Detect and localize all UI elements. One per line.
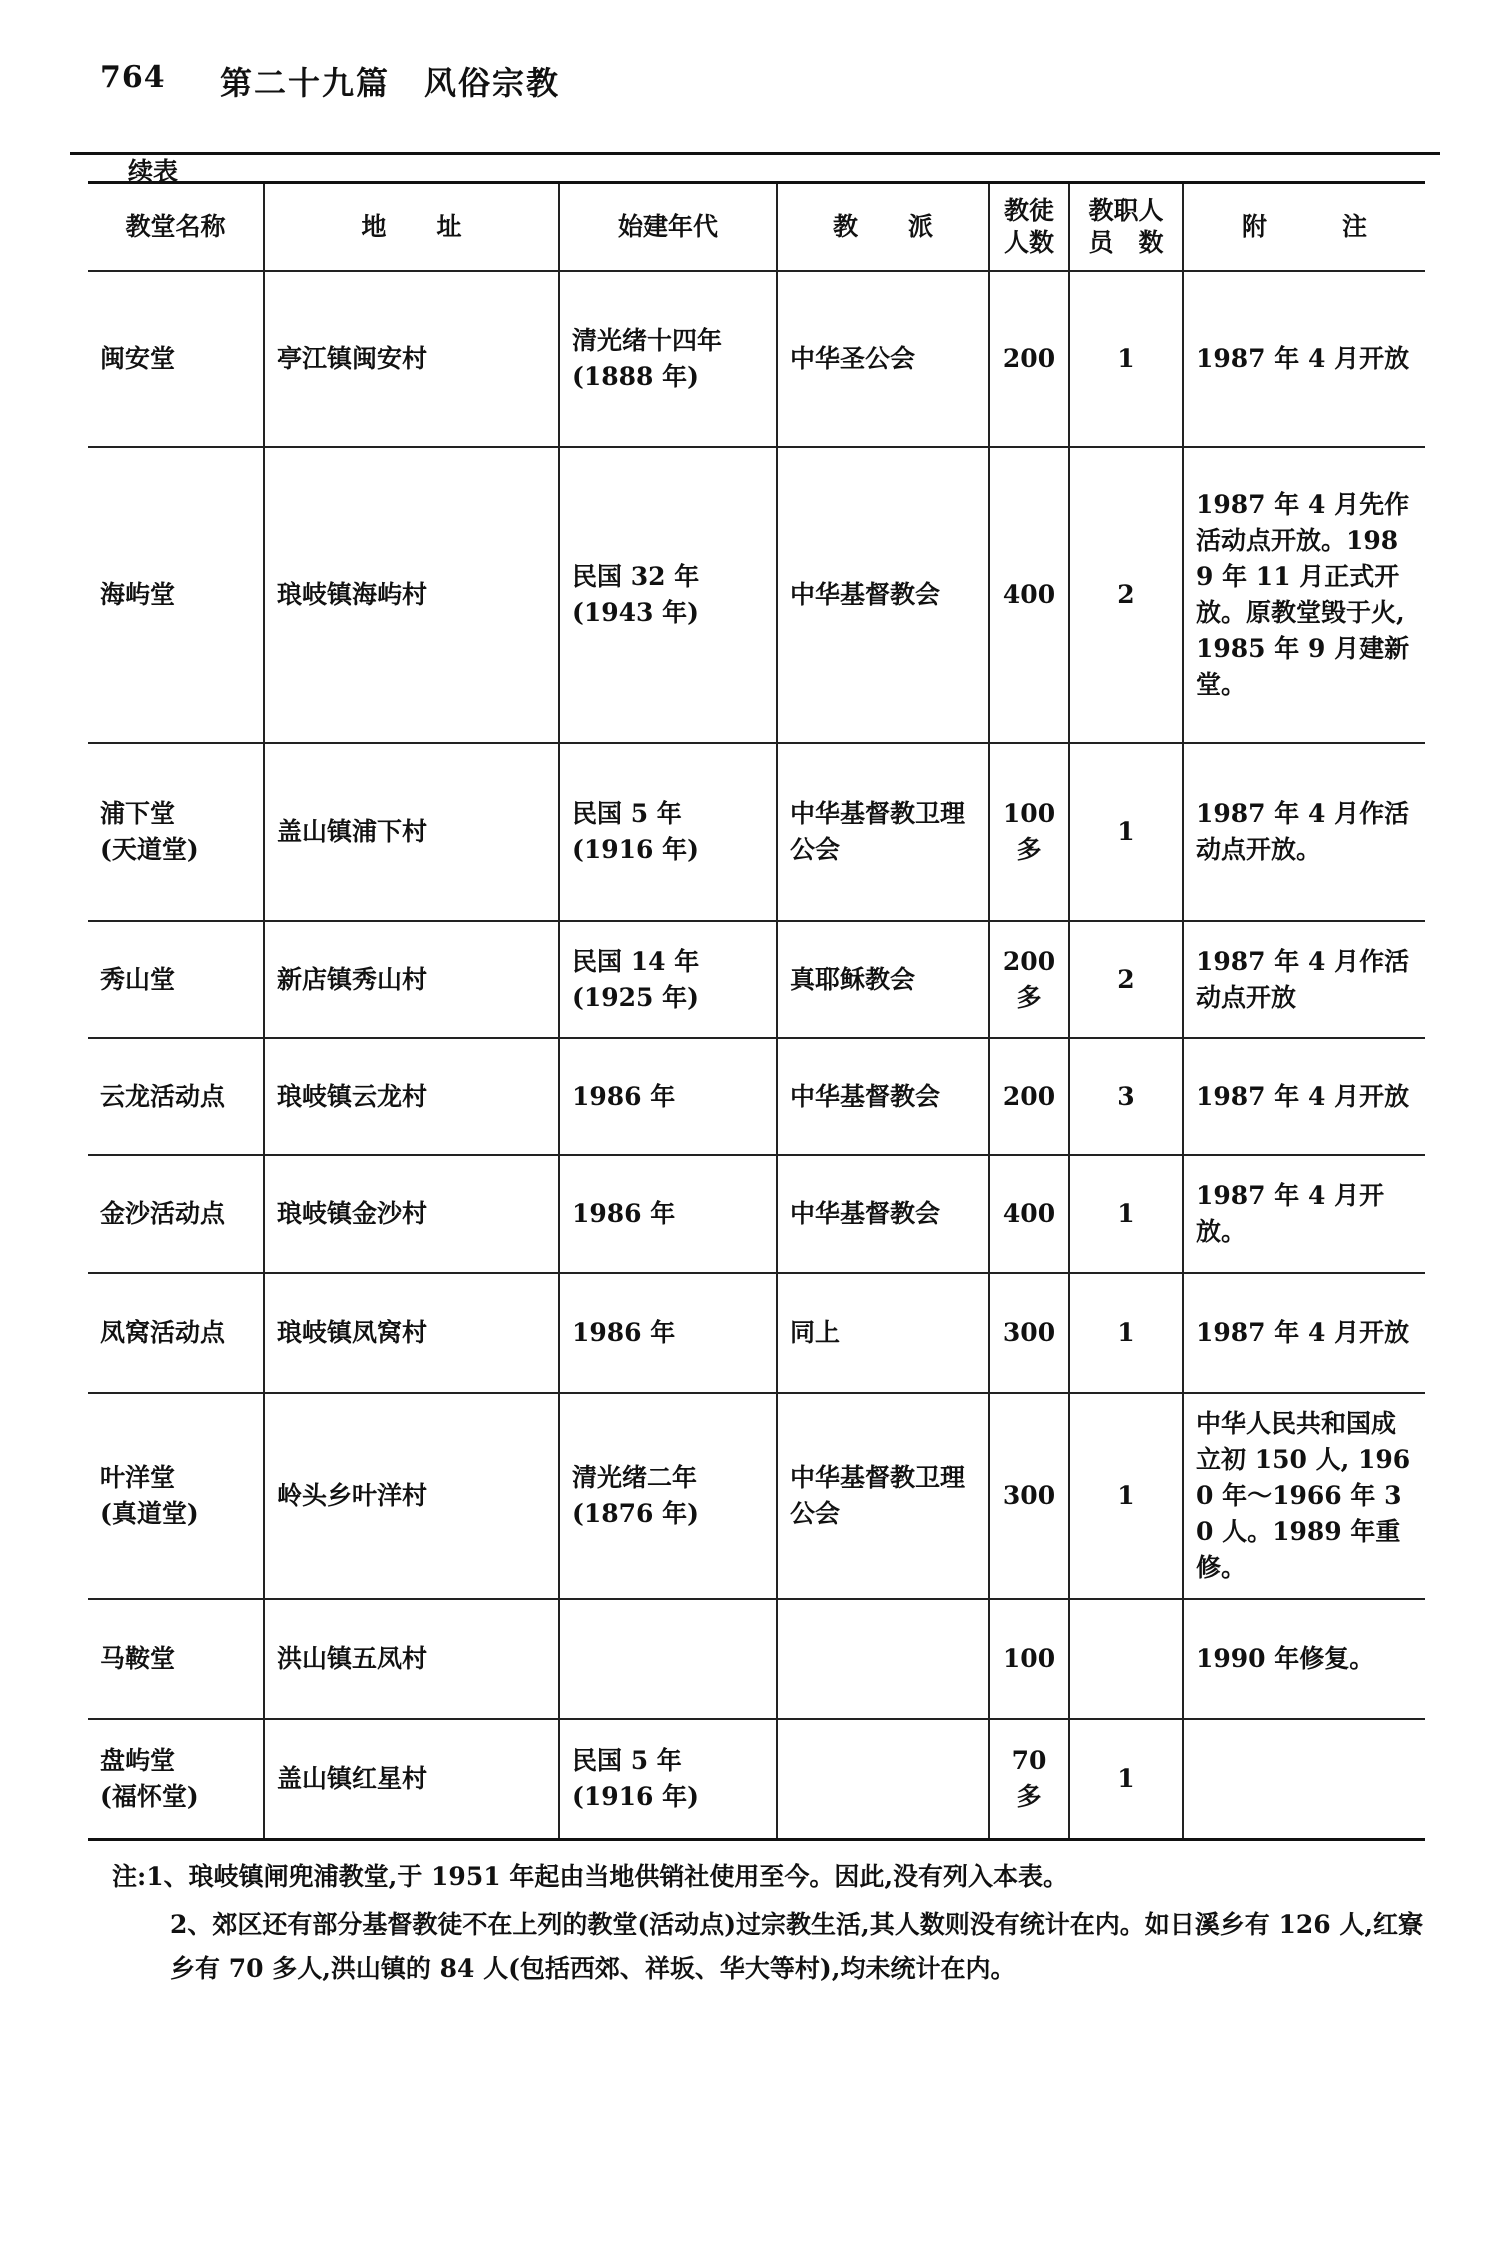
cell-founded: 民国 14 年 (1925 年) xyxy=(559,921,777,1038)
table-row xyxy=(88,1393,1425,1599)
cell-remarks: 1987 年 4 月先作活动点开放。1989 年 11 月正式开放。原教堂毁于火,1985 年 9 月建新堂。 xyxy=(1183,447,1425,743)
cell-founded: 民国 5 年 (1916 年) xyxy=(559,743,777,921)
cell-denomination: 同上 xyxy=(777,1273,989,1393)
cell-founded xyxy=(559,1599,777,1719)
cell-founded: 清光绪十四年 (1888 年) xyxy=(559,271,777,447)
cell-founded: 1986 年 xyxy=(559,1273,777,1393)
cell-address: 盖山镇红星村 xyxy=(264,1719,559,1839)
cell-remarks: 1987 年 4 月开放 xyxy=(1183,1038,1425,1155)
cell-church-name: 盘屿堂 (福怀堂) xyxy=(88,1719,264,1839)
cell-believers: 70 多 xyxy=(989,1719,1069,1839)
cell-denomination xyxy=(777,1599,989,1719)
cell-denomination: 中华基督教会 xyxy=(777,1155,989,1273)
cell-address: 琅岐镇金沙村 xyxy=(264,1155,559,1273)
cell-remarks: 1987 年 4 月开放 xyxy=(1183,1273,1425,1393)
cell-church-name: 秀山堂 xyxy=(88,921,264,1038)
cell-remarks: 1987 年 4 月作活动点开放。 xyxy=(1183,743,1425,921)
cell-church-name: 凤窝活动点 xyxy=(88,1273,264,1393)
table-row xyxy=(88,1155,1425,1273)
cell-church-name: 海屿堂 xyxy=(88,447,264,743)
cell-staff xyxy=(1069,1599,1183,1719)
cell-staff: 1 xyxy=(1069,1273,1183,1393)
table-row xyxy=(88,1599,1425,1719)
cell-staff: 1 xyxy=(1069,743,1183,921)
cell-denomination: 中华基督教卫理公会 xyxy=(777,1393,989,1599)
table-row xyxy=(88,1038,1425,1155)
header-remarks: 附 注 xyxy=(1183,183,1425,272)
cell-denomination: 中华基督教会 xyxy=(777,1038,989,1155)
page-number: 764 xyxy=(100,60,166,95)
header-staff: 教职人 员 数 xyxy=(1069,183,1183,272)
cell-address: 新店镇秀山村 xyxy=(264,921,559,1038)
cell-remarks: 1987 年 4 月开放 xyxy=(1183,271,1425,447)
cell-denomination: 真耶稣教会 xyxy=(777,921,989,1038)
header-church-name: 教堂名称 xyxy=(88,183,264,272)
cell-address: 盖山镇浦下村 xyxy=(264,743,559,921)
header-founded: 始建年代 xyxy=(559,183,777,272)
cell-believers: 300 xyxy=(989,1273,1069,1393)
cell-founded: 1986 年 xyxy=(559,1038,777,1155)
cell-address: 琅岐镇云龙村 xyxy=(264,1038,559,1155)
cell-address: 洪山镇五凤村 xyxy=(264,1599,559,1719)
cell-staff: 2 xyxy=(1069,447,1183,743)
cell-denomination: 中华基督教会 xyxy=(777,447,989,743)
note-2: 2、郊区还有部分基督教徒不在上列的教堂(活动点)过宗教生活,其人数则没有统计在内。如日溪乡有 126 人,红寮乡有 70 多人,洪山镇的 84 人(包括西郊、祥坂、华大等村),均未统计在内。 xyxy=(170,1910,1424,1983)
cell-remarks xyxy=(1183,1719,1425,1839)
cell-believers: 200 xyxy=(989,1038,1069,1155)
cell-denomination: 中华基督教卫理公会 xyxy=(777,743,989,921)
cell-staff: 1 xyxy=(1069,1155,1183,1273)
cell-believers: 100 xyxy=(989,1599,1069,1719)
table-header-row xyxy=(88,183,1425,272)
table-notes xyxy=(112,1855,1432,1991)
continued-table-label: 续表 xyxy=(128,157,179,186)
cell-address: 岭头乡叶洋村 xyxy=(264,1393,559,1599)
table-row xyxy=(88,1273,1425,1393)
cell-founded: 1986 年 xyxy=(559,1155,777,1273)
cell-address: 琅岐镇凤窝村 xyxy=(264,1273,559,1393)
cell-founded: 清光绪二年 (1876 年) xyxy=(559,1393,777,1599)
cell-remarks: 1987 年 4 月开放。 xyxy=(1183,1155,1425,1273)
header-rule xyxy=(70,152,1440,155)
cell-staff: 1 xyxy=(1069,271,1183,447)
section-title: 第二十九篇 风俗宗教 xyxy=(220,64,561,102)
table-row xyxy=(88,271,1425,447)
cell-believers: 200 多 xyxy=(989,921,1069,1038)
cell-denomination xyxy=(777,1719,989,1839)
table-row xyxy=(88,743,1425,921)
cell-church-name: 马鞍堂 xyxy=(88,1599,264,1719)
table-row xyxy=(88,921,1425,1038)
header-believers: 教徒 人数 xyxy=(989,183,1069,272)
note-1: 注:1、琅岐镇闸兜浦教堂,于 1951 年起由当地供销社使用至今。因此,没有列入本表。 xyxy=(112,1862,1069,1891)
cell-believers: 400 xyxy=(989,447,1069,743)
cell-church-name: 浦下堂 (天道堂) xyxy=(88,743,264,921)
cell-founded: 民国 5 年 (1916 年) xyxy=(559,1719,777,1839)
cell-church-name: 闽安堂 xyxy=(88,271,264,447)
cell-founded: 民国 32 年 (1943 年) xyxy=(559,447,777,743)
cell-believers: 400 xyxy=(989,1155,1069,1273)
cell-believers: 200 xyxy=(989,271,1069,447)
cell-believers: 100 多 xyxy=(989,743,1069,921)
header-denomination: 教 派 xyxy=(777,183,989,272)
church-table xyxy=(88,181,1425,1841)
cell-staff: 2 xyxy=(1069,921,1183,1038)
cell-church-name: 金沙活动点 xyxy=(88,1155,264,1273)
cell-believers: 300 xyxy=(989,1393,1069,1599)
table-row xyxy=(88,1719,1425,1839)
cell-remarks: 1987 年 4 月作活动点开放 xyxy=(1183,921,1425,1038)
cell-staff: 3 xyxy=(1069,1038,1183,1155)
cell-remarks: 1990 年修复。 xyxy=(1183,1599,1425,1719)
cell-address: 琅岐镇海屿村 xyxy=(264,447,559,743)
cell-staff: 1 xyxy=(1069,1719,1183,1839)
page-header xyxy=(70,50,1440,110)
cell-denomination: 中华圣公会 xyxy=(777,271,989,447)
cell-church-name: 云龙活动点 xyxy=(88,1038,264,1155)
cell-staff: 1 xyxy=(1069,1393,1183,1599)
header-address: 地 址 xyxy=(264,183,559,272)
cell-address: 亭江镇闽安村 xyxy=(264,271,559,447)
cell-church-name: 叶洋堂 (真道堂) xyxy=(88,1393,264,1599)
table-row xyxy=(88,447,1425,743)
cell-remarks: 中华人民共和国成立初 150 人, 1960 年～1966 年 30 人。1989 年重修。 xyxy=(1183,1393,1425,1599)
